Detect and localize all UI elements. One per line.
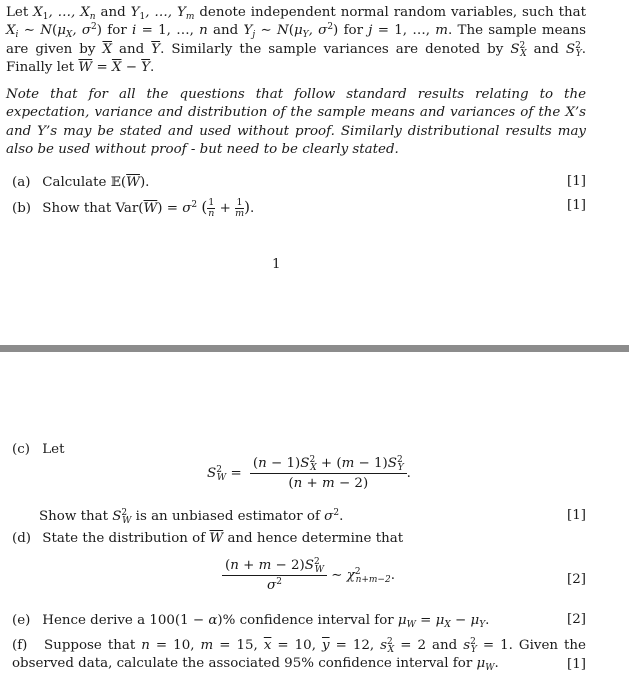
question-d <box>12 530 586 548</box>
x-sequence: $X_1$, …, $X_n$ <box>33 5 96 22</box>
note-paragraph: Note that for all the questions that follow standard results relating to the expectation, variance and distribution of the sample means and variances of the X’s and Y’s may be stated and used without proof. Similarly distributional results may also be used without proof - but need to be clearly stated. <box>6 87 586 157</box>
pooled-variance-formula: $S^2_W$ = $\frac{(n - 1)S^2_X + (m - 1)S^2_Y}{(n + m - 2)}$ . <box>207 455 411 491</box>
question-b-text: Show that $Var(\overline{W}) = \sigma^2$ ( $\frac{1}{n}$ + $\frac{1}{m}$ ). <box>42 197 255 219</box>
question-c-text: Let <box>42 442 65 457</box>
chi-square-formula: $\frac{(n + m - 2)S^2_W}{\sigma^2}$ ∼ $\chi^2_{n+m-2}$. <box>222 558 395 593</box>
question-b-marks: [1] <box>567 198 586 213</box>
intro-paragraph: Let $X_1$, …, $X_n$ and $Y_1$, …, $Y_m$ denote independent normal random variables, such that $X_i$ ∼ $N(\mu_X$, $\sigma^2$) for i = 1, …, n and $Y_j$ ∼ $N(\mu_Y$, $\sigma^2$) for j = 1, …, m. The sample means are given by $\overline{X}$ and $\overline{Y}$. Similarly the sample variances are denoted by $S^2_X$ and $S^2_Y$. Finally let $\overline{W} = \overline{X} - \overline{Y}$. <box>6 5 587 75</box>
page-divider <box>0 345 629 352</box>
question-f-text: Suppose that n = 10, m = 15, $\overline{x} = 10$, $\overline{y} = 12$, $s^2_X = 2$ and $s^2_Y = 1$. Given the observed data, calculate the associated 95% confidence interval for $\mu_W$. <box>12 637 586 673</box>
question-e <box>12 612 586 630</box>
question-c-label: (c) <box>12 442 30 457</box>
y-sequence: $Y_1$, …, $Y_m$ <box>130 5 195 22</box>
xi-distribution: $X_i$ ∼ $N(\mu_X$, $\sigma^2$) <box>6 22 103 41</box>
question-b-label: (b) <box>12 201 32 216</box>
question-d-text: State the distribution of $\overline{W}$ and hence determine that <box>42 531 404 546</box>
intro-let: Let <box>6 5 29 20</box>
question-d-marks: [2] <box>567 572 586 587</box>
question-f-marks: [1] <box>567 657 586 672</box>
question-c-follow: Show that $S^2_W$ is an unbiased estimator of $\sigma^2$. <box>39 508 344 526</box>
question-a-text: Calculate $𝔼(\overline{W})$. <box>42 175 150 190</box>
page-number: 1 <box>272 257 281 272</box>
question-f <box>12 637 586 673</box>
question-d-label: (d) <box>12 531 32 546</box>
question-e-text: Hence derive a 100(1 − α)% confidence interval for $\mu_W = \mu_X - \mu_Y$. <box>42 613 490 630</box>
yj-distribution: $Y_j$ ∼ $N(\mu_Y$, $\sigma^2$) <box>243 22 339 41</box>
question-a-label: (a) <box>12 175 31 190</box>
question-a-marks: [1] <box>567 174 586 189</box>
question-a <box>12 174 586 192</box>
question-e-label: (e) <box>12 613 31 628</box>
page-1 <box>0 0 629 345</box>
page-2 <box>0 352 629 700</box>
question-f-label: (f) <box>12 638 28 653</box>
question-e-marks: [2] <box>567 612 586 627</box>
question-c-marks: [1] <box>567 508 586 523</box>
intro-independent-text: denote independent normal random variables, such that <box>199 5 586 20</box>
question-b <box>12 198 586 219</box>
